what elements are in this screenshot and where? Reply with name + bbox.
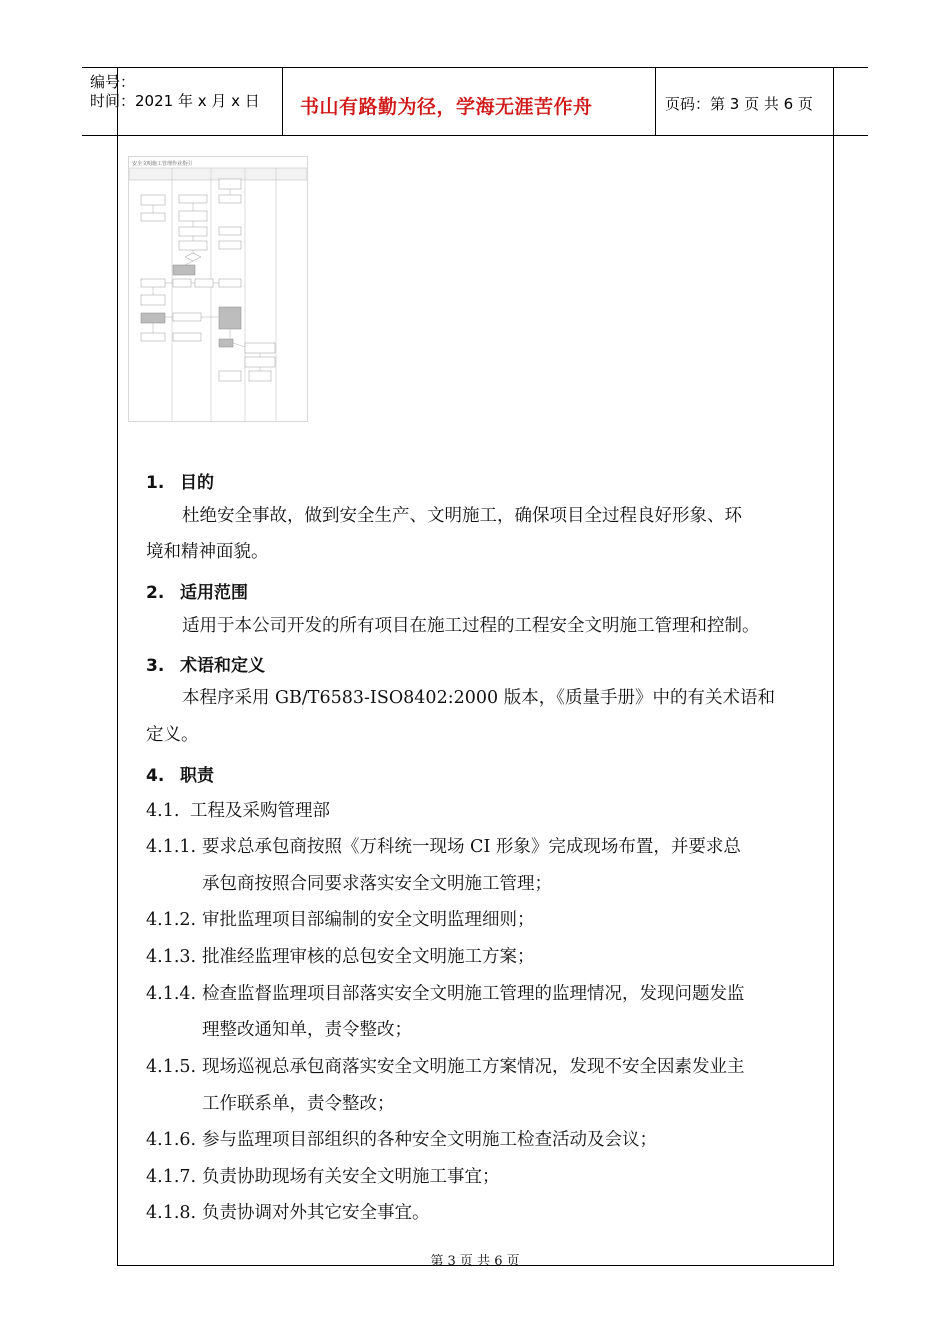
item-4-1-1 <box>146 833 741 858</box>
section-1-number: 1. <box>146 473 165 493</box>
item-number: 4.1.7. <box>146 1167 197 1187</box>
item-text: 现场巡视总承包商落实安全文明施工方案情况，发现不安全因素发业主 <box>202 1057 745 1077</box>
section-3-paragraph-line-2: 定义。 <box>146 725 199 745</box>
flowchart-drawing <box>129 157 307 421</box>
section-2-heading <box>146 578 248 603</box>
item-number: 4.1.2. <box>146 910 197 930</box>
header-motto: 书山有路勤为径，学海无涯苦作舟 <box>300 96 593 118</box>
page-footer: 第 3 页 共 6 页 <box>430 1254 520 1269</box>
item-number: 4.1.1. <box>146 837 197 857</box>
flowchart-title: 安全文明施工管理作业指引 <box>132 161 193 167</box>
subsection-4-1-number: 4.1. <box>146 801 180 821</box>
item-4-1-6 <box>146 1126 657 1151</box>
item-4-1-3 <box>146 943 535 968</box>
document-code-label: 编号： <box>90 73 136 91</box>
section-3-title: 术语和定义 <box>180 656 265 676</box>
item-text: 参与监理项目部组织的各种安全文明施工检查活动及会议； <box>202 1130 657 1150</box>
item-number: 4.1.8. <box>146 1203 197 1223</box>
item-number: 4.1.3. <box>146 947 197 967</box>
section-2-paragraph-line-1: 适用于本公司开发的所有项目在施工过程的工程安全文明施工管理和控制。 <box>182 616 760 636</box>
item-text: 要求总承包商按照《万科统一现场 CI 形象》完成现场布置，并要求总 <box>202 837 741 857</box>
item-4-1-7 <box>146 1163 500 1188</box>
section-2-title: 适用范围 <box>180 583 248 603</box>
item-number: 4.1.5. <box>146 1057 197 1077</box>
section-2-number: 2. <box>146 583 165 603</box>
section-3-number: 3. <box>146 656 165 676</box>
item-text: 负责协助现场有关安全文明施工事宜； <box>202 1167 500 1187</box>
section-1-heading <box>146 468 214 493</box>
subsection-4-1 <box>146 797 330 822</box>
section-3-paragraph-line-1: 本程序采用 GB/T6583-ISO8402:2000 版本，《质量手册》中的有关术语和 <box>182 688 775 708</box>
item-text: 检查监督监理项目部落实安全文明施工管理的监理情况，发现问题发监 <box>202 984 745 1004</box>
section-1-paragraph-line-2: 境和精神面貌。 <box>146 542 269 562</box>
item-text: 审批监理项目部编制的安全文明监理细则； <box>202 910 535 930</box>
section-1-paragraph-line-1: 杜绝安全事故，做到安全生产、文明施工，确保项目全过程良好形象、环 <box>182 506 742 526</box>
section-4-heading <box>146 761 214 786</box>
item-4-1-4 <box>146 980 745 1005</box>
item-4-1-8 <box>146 1199 430 1224</box>
section-4-title: 职责 <box>180 766 214 786</box>
flowchart-image <box>128 156 308 422</box>
item-4-1-1-continuation: 承包商按照合同要求落实安全文明施工管理； <box>202 874 552 894</box>
item-4-1-5-continuation: 工作联系单，责令整改； <box>202 1094 395 1114</box>
item-text: 负责协调对外其它安全事宜。 <box>202 1203 430 1223</box>
document-time-label: 时间：2021 年 x 月 x 日 <box>90 92 260 110</box>
header-page-label: 页码：第 3 页 共 6 页 <box>665 95 813 113</box>
item-4-1-2 <box>146 906 535 931</box>
item-4-1-4-continuation: 理整改通知单，责令整改； <box>202 1020 412 1040</box>
item-number: 4.1.4. <box>146 984 197 1004</box>
section-3-heading <box>146 651 265 676</box>
subsection-4-1-title: 工程及采购管理部 <box>190 801 330 821</box>
section-1-title: 目的 <box>180 473 214 493</box>
item-number: 4.1.6. <box>146 1130 197 1150</box>
item-text: 批准经监理审核的总包安全文明施工方案； <box>202 947 535 967</box>
section-4-number: 4. <box>146 766 165 786</box>
item-4-1-5 <box>146 1053 745 1078</box>
